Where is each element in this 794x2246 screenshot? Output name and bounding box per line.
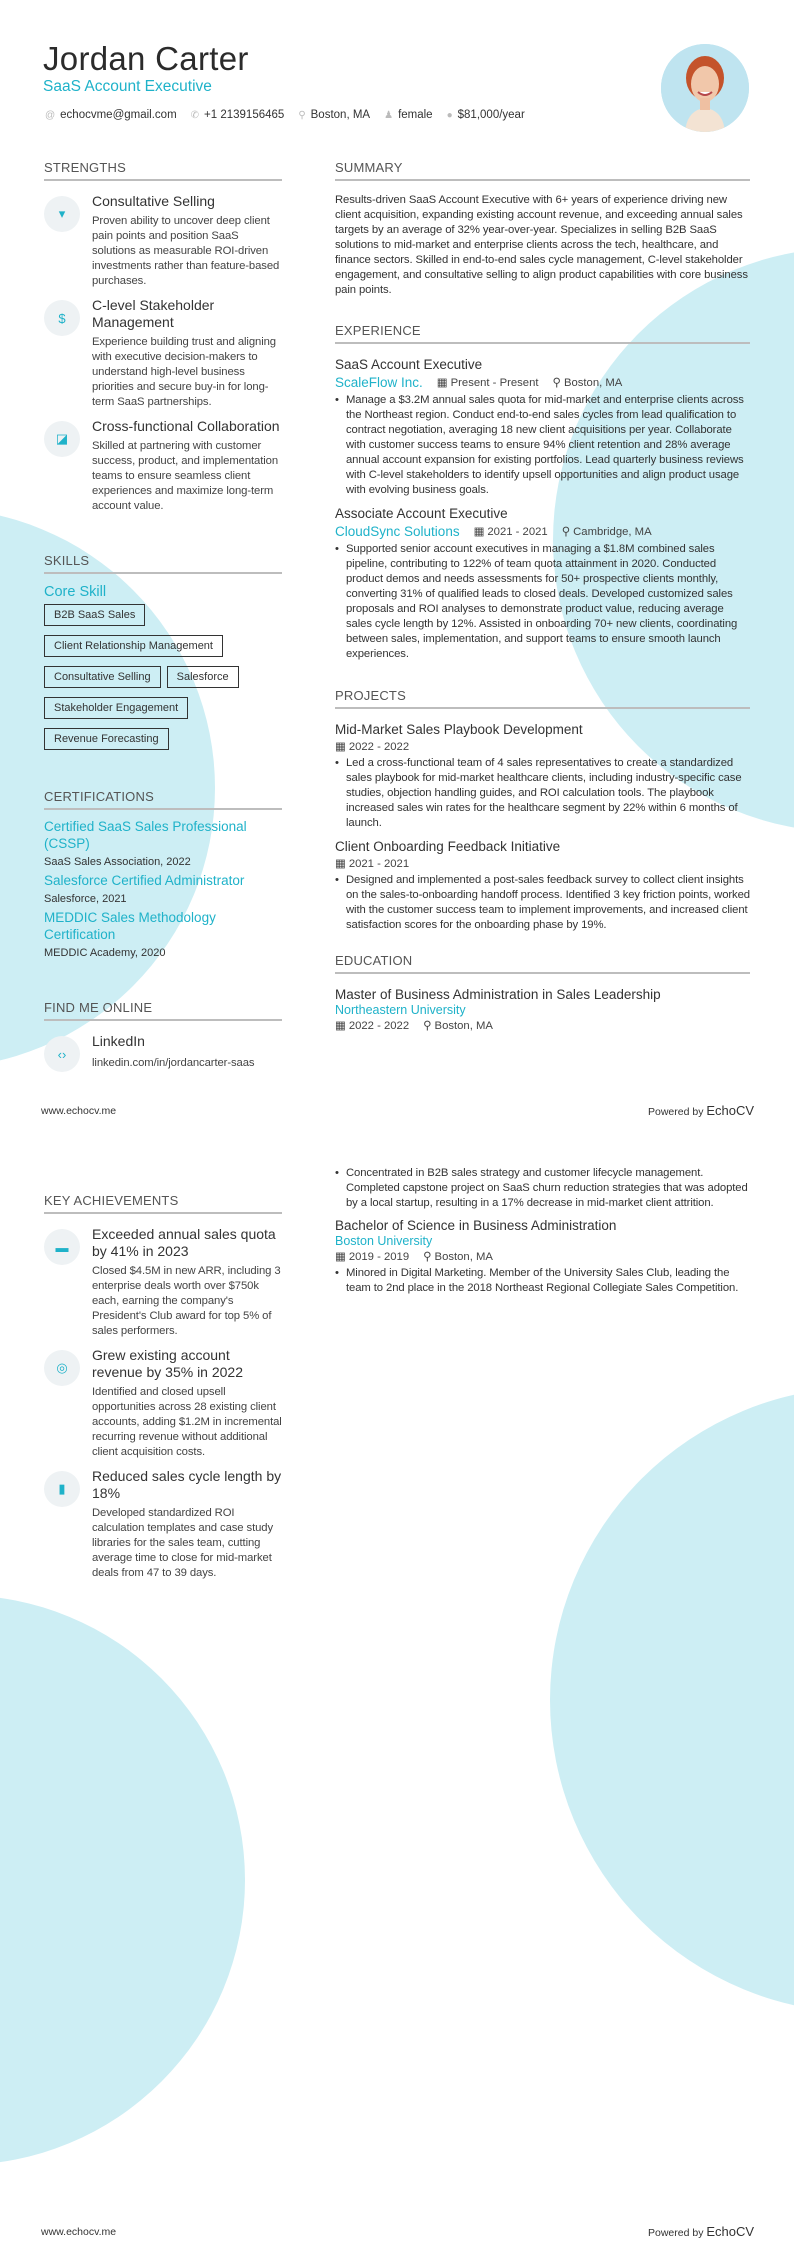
section-heading: EDUCATION [335, 953, 750, 974]
achievement-title: Reduced sales cycle length by 18% [92, 1468, 282, 1501]
achievement-item [44, 1347, 282, 1460]
coin-icon: ● [446, 110, 453, 121]
decor-circle [550, 1387, 794, 2013]
footer-site[interactable]: www.echocv.me [41, 1105, 117, 1117]
calendar-icon: ▦ [436, 377, 451, 389]
calendar-icon: ▦ [335, 1020, 349, 1032]
achievement-title: Exceeded annual sales quota by 41% in 2023 [92, 1226, 276, 1259]
avatar [661, 44, 749, 132]
strengths-section [44, 160, 282, 522]
footer-site[interactable]: www.echocv.me [41, 2226, 117, 2238]
strength-desc: Proven ability to uncover deep client pain points and position SaaS solutions as measurable ROI-driven investments rather than feature-based purchases. [92, 215, 280, 287]
cert-issuer: Salesforce, 2021 [44, 893, 127, 905]
map-pin-icon: ⚲ [561, 526, 574, 538]
education-entry [335, 1217, 750, 1296]
skill-tag: Revenue Forecasting [44, 728, 169, 750]
job-location: Cambridge, MA [573, 526, 652, 538]
cert-issuer: MEDDIC Academy, 2020 [44, 947, 166, 959]
job-dates: Present - Present [450, 377, 539, 389]
edu-location: Boston, MA [434, 1020, 493, 1032]
project-bullet: • Led a cross-functional team of 4 sales representatives to create a standardized sales playbook for mid-market healthcare clients, including industry-specific case studies, objection handling guides, and ROI calculation tools. The playbook increased sales win rates for the healthcare segment by 22% within 6 months of launch. [335, 756, 750, 831]
education-section [335, 953, 750, 1035]
certifications-section [44, 789, 282, 963]
map-pin-icon: ⚲ [298, 110, 306, 121]
edu-bullet: • Concentrated in B2B sales strategy and customer lifecycle management. Completed capstone project on SaaS churn reduction strategies that was adopted by a local startup, resulting in a 17% decrease in mid-market client attrition. [335, 1166, 750, 1211]
school: Northeastern University [335, 1003, 466, 1017]
section-heading: FIND ME ONLINE [44, 1000, 282, 1021]
contact-phone[interactable] [191, 109, 285, 121]
contact-row [45, 109, 525, 121]
calendar-icon: ▦ [335, 741, 349, 753]
person-icon: ♟ [384, 110, 394, 121]
degree: Master of Business Administration in Sales Leadership [335, 987, 661, 1002]
at-icon: @ [45, 110, 56, 121]
strength-title: C-level Stakeholder Management [92, 297, 215, 330]
contact-salary [447, 109, 525, 121]
achievement-desc: Identified and closed upsell opportunities across 28 existing client accounts, adding $1.2M in incremental recurring revenue without additional client acquisition costs. [92, 1386, 282, 1458]
contact-gender [384, 109, 433, 121]
bookmark-icon: ◪ [44, 421, 80, 457]
company-name: ScaleFlow Inc. [335, 375, 423, 390]
dollar-icon: $ [44, 300, 80, 336]
skill-tag: Salesforce [167, 666, 239, 688]
skill-tag: B2B SaaS Sales [44, 604, 145, 626]
online-link[interactable] [44, 1033, 282, 1072]
linkedin-icon: ‹› [44, 1036, 80, 1072]
achievements-section [44, 1193, 282, 1589]
job-dates: 2021 - 2021 [487, 526, 548, 538]
company-name: CloudSync Solutions [335, 524, 460, 539]
job-entry [335, 356, 750, 498]
section-heading: PROJECTS [335, 688, 750, 709]
job-title: Associate Account Executive [335, 506, 508, 521]
project-title: Mid-Market Sales Playbook Development [335, 722, 583, 737]
phone-icon: ✆ [190, 110, 200, 121]
strength-desc: Experience building trust and aligning with executive decision-makers to understand high-level business priorities and secure buy-in for long-term SaaS partnerships. [92, 336, 276, 408]
gender-text: female [398, 109, 433, 121]
online-url[interactable]: linkedin.com/in/jordancarter-saas [92, 1057, 255, 1069]
cert-issuer: SaaS Sales Association, 2022 [44, 856, 191, 868]
section-heading: SUMMARY [335, 160, 750, 181]
projects-section [335, 688, 750, 933]
report-icon: ▮ [44, 1471, 80, 1507]
skill-tag: Stakeholder Engagement [44, 697, 188, 719]
section-heading: KEY ACHIEVEMENTS [44, 1193, 282, 1214]
map-pin-icon: ⚲ [423, 1251, 435, 1263]
project-dates: 2022 - 2022 [348, 741, 410, 753]
achievement-item [44, 1468, 282, 1581]
footer-powered [648, 2224, 754, 2239]
calendar-icon: ▦ [335, 1251, 349, 1263]
strength-item [44, 418, 282, 514]
section-heading: SKILLS [44, 553, 282, 574]
job-entry [335, 505, 750, 662]
job-location: Boston, MA [563, 377, 623, 389]
achievement-desc: Closed $4.5M in new ARR, including 3 enterprise deals worth over $750k each, earning the company's President's Club award for top 5% of sales performers. [92, 1265, 281, 1337]
brand-logo: EchoCV [706, 2224, 755, 2239]
cert-name: MEDDIC Sales Methodology Certification [44, 910, 216, 942]
section-heading: EXPERIENCE [335, 323, 750, 344]
project-title: Client Onboarding Feedback Initiative [335, 839, 561, 854]
calendar-icon: ▦ [335, 858, 349, 870]
project-dates: 2021 - 2021 [348, 858, 410, 870]
decor-circle [0, 1595, 245, 2165]
candidate-title: SaaS Account Executive [43, 78, 212, 95]
job-bullet: • Manage a $3.2M annual sales quota for mid-market and enterprise clients across the Northeast region. Conduct end-to-end sales cycles from lead qualification to contract negotiation, averaging 18 new client acquisitions per year. Collaborate with customer success teams to ensure 94% client retention and 28% average annual account expansion for existing portfolios. Lead quarterly business reviews with C-level stakeholders to identify upsell opportunities and align product usage with evolving business goals. [335, 393, 750, 498]
cert-name: Salesforce Certified Administrator [44, 873, 245, 888]
cert-name: Certified SaaS Sales Professional (CSSP) [44, 819, 247, 851]
achievement-item [44, 1226, 282, 1339]
strength-desc: Skilled at partnering with customer success, product, and implementation teams to ensure seamless client experiences and maximize long-term account value. [92, 440, 279, 512]
experience-section [335, 323, 750, 662]
skill-group-title: Core Skill [44, 584, 107, 600]
edu-bullet: • Minored in Digital Marketing. Member of the University Sales Club, leading the team to 2nd place in the 2018 Northeast Regional Collegiate Sales Competition. [335, 1266, 750, 1296]
summary-section [335, 160, 750, 298]
map-pin-icon: ⚲ [423, 1020, 435, 1032]
project-entry [335, 838, 750, 933]
project-entry [335, 721, 750, 831]
education-continued [335, 1166, 750, 1296]
job-bullet: • Supported senior account executives in managing a $1.8M combined sales pipeline, contributing to 122% of team quota attainment in 2020. Conducted product demos and needs assessments for 50+ prospective clients monthly, converting 31% of qualified leads to closed deals. Developed customized sales proposals and ROI analyses to demonstrate product value, reducing average sales cycle length by 12%. Assisted in onboarding 70+ new clients, coordinating between sales, implementation, and support teams to ensure smooth launch experiences. [335, 542, 750, 662]
edu-dates: 2019 - 2019 [348, 1251, 410, 1263]
strength-title: Consultative Selling [92, 193, 215, 209]
footer-powered [648, 1103, 754, 1118]
bucket-icon: ▾ [44, 196, 80, 232]
contact-email[interactable] [45, 109, 177, 121]
skill-tag: Client Relationship Management [44, 635, 223, 657]
strength-title: Cross-functional Collaboration [92, 418, 280, 434]
achievement-title: Grew existing account revenue by 35% in 2022 [92, 1347, 243, 1380]
school: Boston University [335, 1234, 433, 1248]
education-entry [335, 986, 750, 1032]
section-heading: CERTIFICATIONS [44, 789, 282, 810]
edu-location: Boston, MA [434, 1251, 493, 1263]
online-label: LinkedIn [92, 1033, 145, 1049]
candidate-name: Jordan Carter [43, 40, 249, 77]
target-icon: ◎ [44, 1350, 80, 1386]
brand-logo: EchoCV [706, 1103, 755, 1118]
strength-item [44, 297, 282, 410]
card-icon: ▬ [44, 1229, 80, 1265]
skill-tag: Consultative Selling [44, 666, 161, 688]
online-section [44, 1000, 282, 1080]
phone-text: +1 2139156465 [204, 109, 285, 121]
skills-section [44, 553, 282, 759]
contact-location [298, 109, 370, 121]
strength-item [44, 193, 282, 289]
powered-text: Powered by [648, 2227, 704, 2239]
salary-text: $81,000/year [457, 109, 525, 121]
location-text: Boston, MA [310, 109, 371, 121]
edu-dates: 2022 - 2022 [348, 1020, 410, 1032]
job-title: SaaS Account Executive [335, 357, 483, 372]
project-bullet: • Designed and implemented a post-sales feedback survey to collect client insights on the sales-to-onboarding handoff process. Identified 3 key friction points, worked with the customer success team to implement improvements, and increased client satisfaction scores for the onboarding phase by 19%. [335, 873, 750, 933]
email-text: echocvme@gmail.com [60, 109, 177, 121]
achievement-desc: Developed standardized ROI calculation templates and case study libraries for the sales team, cutting average time to close for mid-market deals from 47 to 39 days. [92, 1507, 274, 1579]
powered-text: Powered by [648, 1106, 704, 1118]
degree: Bachelor of Science in Business Administration [335, 1218, 617, 1233]
summary-text: Results-driven SaaS Account Executive with 6+ years of experience driving new client acquisition, expanding existing account revenue, and exceeding annual sales targets by an average of 32% year-over-year. Specializes in selling B2B SaaS solutions to mid-market and enterprise clients across the tech, healthcare, and finance sectors. Skilled in end-to-end sales cycle management, C-level stakeholder engagement, and consultative selling to align product capabilities with core business pain points. [335, 194, 748, 296]
map-pin-icon: ⚲ [552, 377, 564, 389]
section-heading: STRENGTHS [44, 160, 282, 181]
calendar-icon: ▦ [473, 526, 488, 538]
